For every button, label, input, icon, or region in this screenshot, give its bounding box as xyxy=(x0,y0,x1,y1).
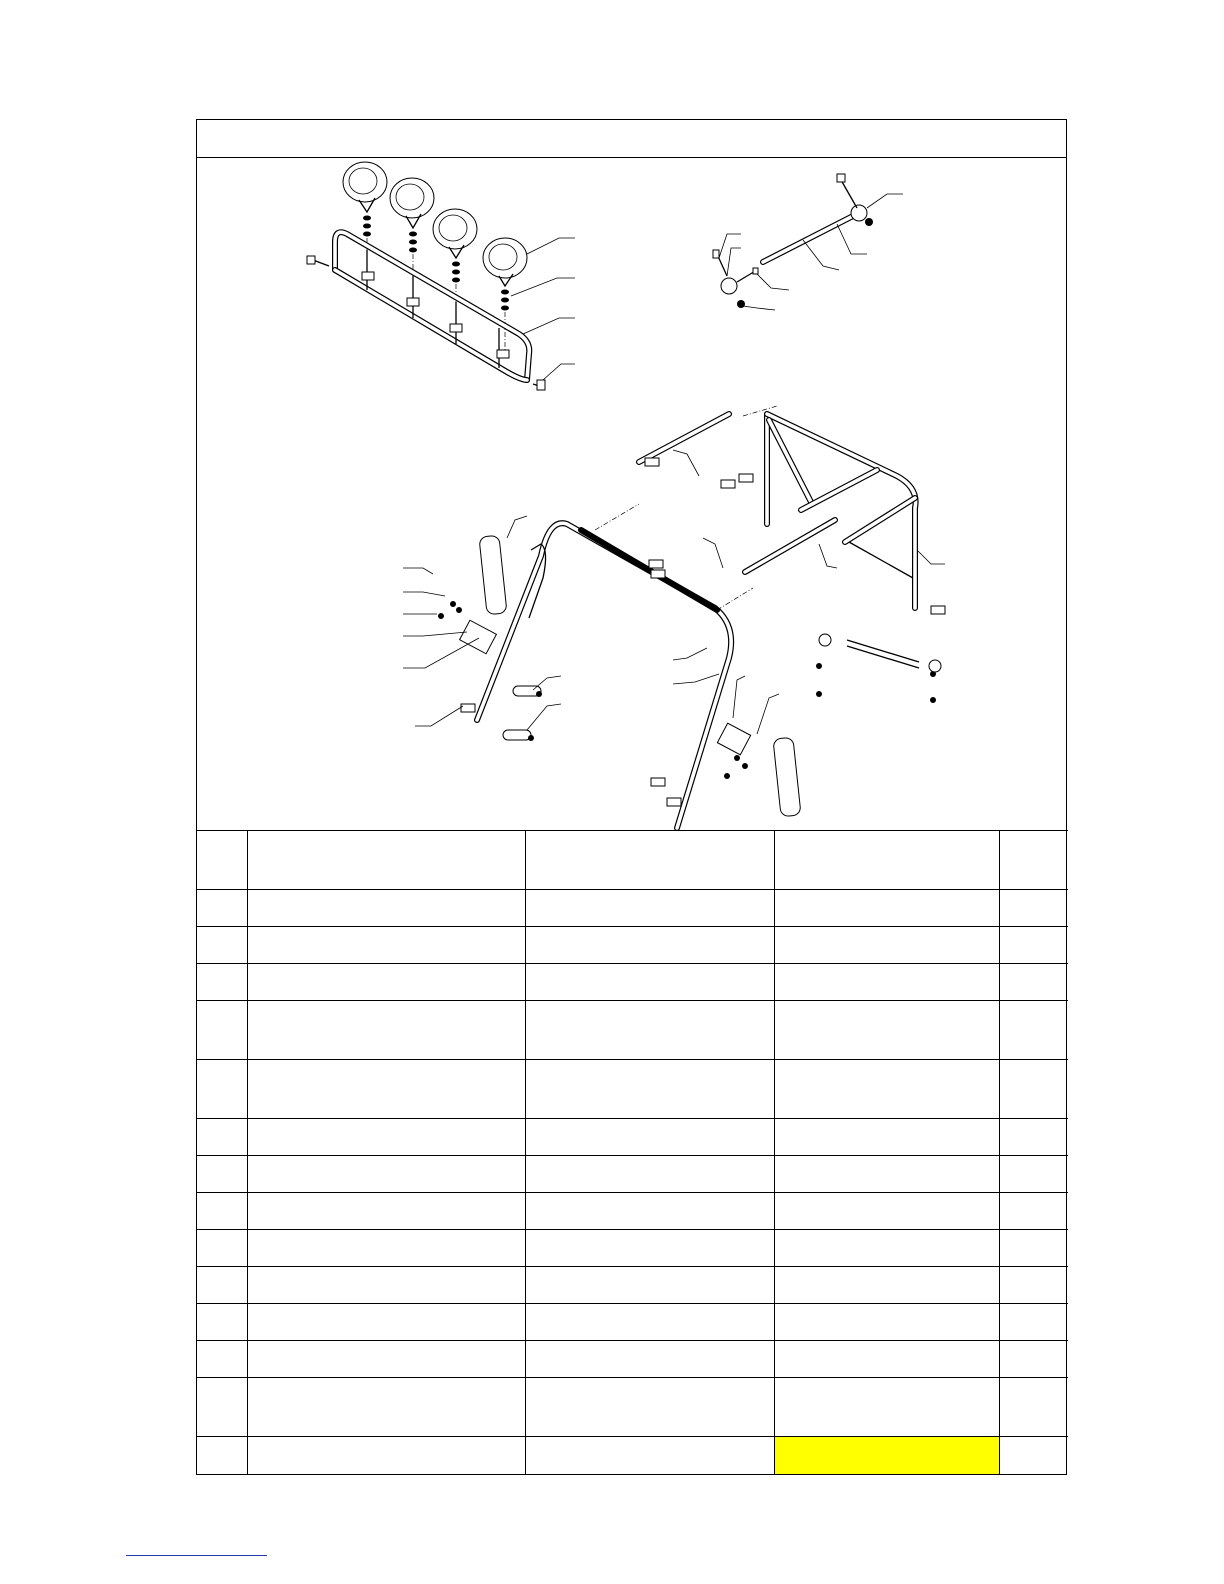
table-row xyxy=(197,1341,1068,1378)
table-row xyxy=(197,1156,1068,1193)
cell-part-number xyxy=(247,1119,525,1156)
sheet-header xyxy=(197,120,1066,158)
cell-part-number xyxy=(247,1156,525,1193)
cell-part-number xyxy=(247,1378,525,1437)
cell-remark xyxy=(774,1304,999,1341)
col-header-part-number xyxy=(247,831,525,890)
cell-description xyxy=(525,927,774,964)
cell-part-number xyxy=(247,1304,525,1341)
cell-remark xyxy=(774,890,999,927)
cell-qty xyxy=(999,1437,1068,1474)
cell-remark xyxy=(774,1193,999,1230)
cell-description xyxy=(525,1230,774,1267)
cell-qty xyxy=(999,1001,1068,1060)
table-row xyxy=(197,1378,1068,1437)
cell-remark xyxy=(774,1341,999,1378)
cell-remark xyxy=(774,1378,999,1437)
table-row xyxy=(197,964,1068,1001)
cell-description xyxy=(525,1304,774,1341)
cell-no xyxy=(197,1193,247,1230)
cell-description xyxy=(525,1156,774,1193)
cell-no xyxy=(197,1341,247,1378)
cell-part-number xyxy=(247,1060,525,1119)
cell-part-number xyxy=(247,1193,525,1230)
col-header-qty xyxy=(999,831,1068,890)
lamp-3 xyxy=(433,209,477,258)
cell-description xyxy=(525,964,774,1001)
cell-no xyxy=(197,1304,247,1341)
table-row xyxy=(197,1119,1068,1156)
cell-remark xyxy=(774,1119,999,1156)
cell-qty xyxy=(999,1060,1068,1119)
light-bar-assembly xyxy=(307,162,575,390)
cell-part-number xyxy=(247,927,525,964)
cell-description xyxy=(525,1267,774,1304)
lamp-4 xyxy=(483,238,527,286)
cell-qty xyxy=(999,927,1068,964)
cell-no xyxy=(197,1156,247,1193)
lamp-2 xyxy=(390,178,434,228)
cell-part-number xyxy=(247,1267,525,1304)
col-header-remark xyxy=(774,831,999,890)
cell-remark-highlighted xyxy=(774,1437,999,1474)
cell-part-number xyxy=(247,1001,525,1060)
cell-remark xyxy=(774,927,999,964)
cell-qty xyxy=(999,1378,1068,1437)
cell-description xyxy=(525,1001,774,1060)
cell-description xyxy=(525,1119,774,1156)
cell-description xyxy=(525,1193,774,1230)
table-row xyxy=(197,1437,1068,1474)
roll-cage-assembly xyxy=(403,406,945,828)
parts-sheet-frame xyxy=(196,119,1067,1475)
col-header-description xyxy=(525,831,774,890)
cell-qty xyxy=(999,1156,1068,1193)
cell-no xyxy=(197,1378,247,1437)
cell-description xyxy=(525,1437,774,1474)
cell-no xyxy=(197,1119,247,1156)
exploded-view-drawing xyxy=(197,158,1066,830)
cell-description xyxy=(525,1378,774,1437)
cell-part-number xyxy=(247,890,525,927)
cell-no xyxy=(197,1267,247,1304)
cell-remark xyxy=(774,1001,999,1060)
cell-no xyxy=(197,1437,247,1474)
table-row xyxy=(197,1193,1068,1230)
cell-description xyxy=(525,890,774,927)
cell-description xyxy=(525,1341,774,1378)
col-header-no xyxy=(197,831,247,890)
cell-qty xyxy=(999,1304,1068,1341)
cell-no xyxy=(197,890,247,927)
cell-part-number xyxy=(247,1341,525,1378)
parts-list-table xyxy=(197,830,1068,1474)
footer-link-underline[interactable] xyxy=(126,1555,267,1556)
cell-remark xyxy=(774,964,999,1001)
cell-no xyxy=(197,1001,247,1060)
cell-qty xyxy=(999,1341,1068,1378)
table-row xyxy=(197,1267,1068,1304)
table-row xyxy=(197,890,1068,927)
cell-remark xyxy=(774,1060,999,1119)
cell-part-number xyxy=(247,964,525,1001)
table-row xyxy=(197,1230,1068,1267)
lamp-1 xyxy=(343,162,387,212)
table-row xyxy=(197,927,1068,964)
cell-description xyxy=(525,1060,774,1119)
table-row xyxy=(197,1001,1068,1060)
cell-qty xyxy=(999,1267,1068,1304)
cell-qty xyxy=(999,964,1068,1001)
cell-no xyxy=(197,927,247,964)
cell-qty xyxy=(999,1230,1068,1267)
cell-no xyxy=(197,1230,247,1267)
cell-remark xyxy=(774,1156,999,1193)
table-header-row xyxy=(197,831,1068,890)
cell-remark xyxy=(774,1230,999,1267)
cell-no xyxy=(197,1060,247,1119)
cell-qty xyxy=(999,890,1068,927)
cell-part-number xyxy=(247,1437,525,1474)
cell-qty xyxy=(999,1193,1068,1230)
cell-no xyxy=(197,964,247,1001)
table-row xyxy=(197,1060,1068,1119)
cell-qty xyxy=(999,1119,1068,1156)
table-row xyxy=(197,1304,1068,1341)
cell-remark xyxy=(774,1267,999,1304)
tie-rod-assembly xyxy=(713,174,903,310)
cell-part-number xyxy=(247,1230,525,1267)
